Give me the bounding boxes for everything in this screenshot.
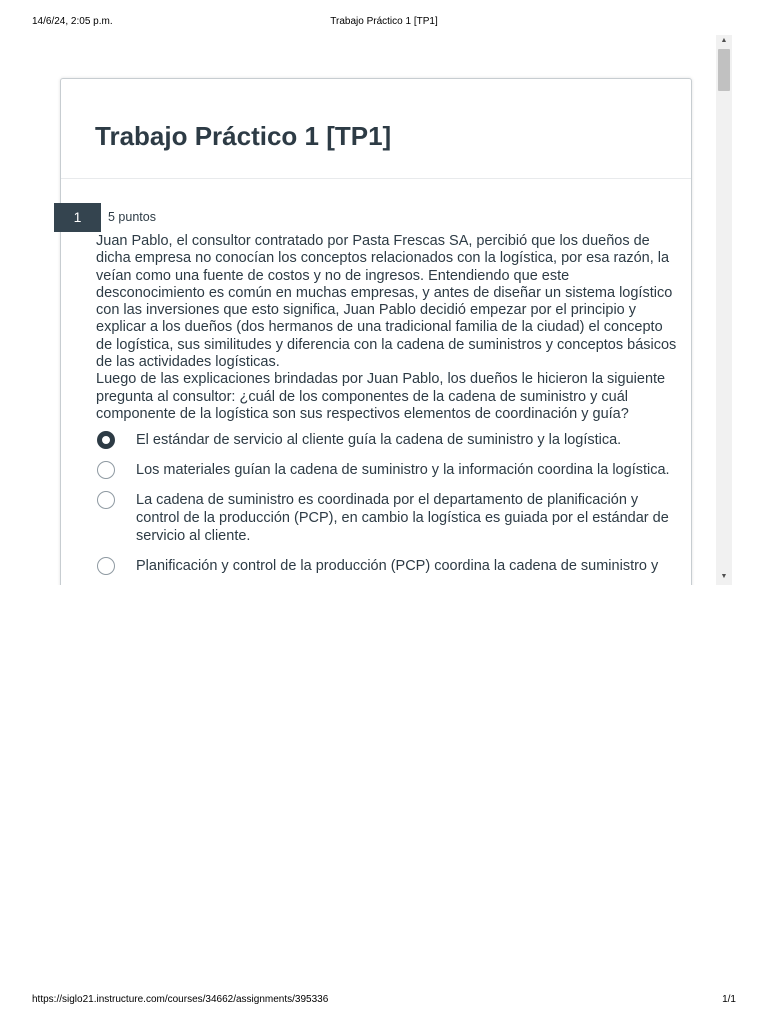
radio-button-icon[interactable] — [97, 557, 115, 575]
radio-button-icon[interactable] — [97, 491, 115, 509]
answer-label[interactable]: Los materiales guían la cadena de suministro y la información coordina la logística. — [136, 462, 670, 478]
question-paragraph: Juan Pablo, el consultor contratado por Pasta Frescas SA, percibió que los dueños de dicha empresa no conocían los conceptos relacionados con la logística, por esa razón, la veían como una fuente de costos y no de ingresos. Entendiendo que este desconocimiento es común en muchas empresas, y antes de diseñar un sistema logístico con las inversiones que esto significa, Juan Pablo decidió empezar por el principio y explicar a los dueños (dos hermanos de una tradicional familia de la ciudad) el concepto de logística, sus similitudes y diferencia con la cadena de suministros y conceptos básicos de las actividades logísticas. — [96, 233, 677, 371]
print-title: Trabajo Práctico 1 [TP1] — [330, 16, 438, 27]
answer-option-1[interactable] — [96, 431, 681, 449]
question-number-badge: 1 — [54, 203, 101, 232]
radio-button-icon[interactable] — [97, 431, 115, 449]
vertical-scrollbar[interactable] — [716, 35, 732, 585]
title-divider — [61, 178, 691, 179]
page-viewport — [46, 35, 732, 585]
question-paragraph: Luego de las explicaciones brindadas por Juan Pablo, los dueños le hicieron la siguiente pregunta al consultor: ¿cuál de los componentes de la cadena de suministro y cuál componente de la logística son sus respectivos elementos de coordinación y guía? — [96, 371, 666, 422]
page-title: Trabajo Práctico 1 [TP1] — [95, 121, 392, 151]
answer-list — [96, 431, 681, 585]
question-points: 5 puntos — [108, 210, 156, 224]
scroll-up-arrow-icon[interactable]: ▲ — [720, 37, 728, 44]
answer-label[interactable]: El estándar de servicio al cliente guía la cadena de suministro y la logística. — [136, 432, 622, 448]
answer-label[interactable]: La cadena de suministro es coordinada por el departamento de planificación y control de la producción (PCP), en cambio la logística es guiada por el estándar de servicio al cliente. — [136, 492, 669, 544]
scroll-down-arrow-icon[interactable]: ▼ — [720, 573, 728, 580]
answer-option-4[interactable] — [96, 557, 681, 575]
answer-option-2[interactable] — [96, 461, 681, 479]
answer-option-3[interactable] — [96, 491, 681, 545]
scrollbar-thumb[interactable] — [718, 49, 730, 91]
radio-button-icon[interactable] — [97, 461, 115, 479]
quiz-card — [60, 78, 692, 585]
print-url: https://siglo21.instructure.com/courses/34662/assignments/395336 — [32, 994, 329, 1005]
print-footer — [32, 994, 736, 1008]
print-page-number: 1/1 — [722, 994, 736, 1005]
print-date: 14/6/24, 2:05 p.m. — [32, 16, 113, 27]
print-header — [32, 16, 736, 30]
question-text — [96, 233, 681, 423]
answer-label[interactable]: Planificación y control de la producción (PCP) coordina la cadena de suministro y — [136, 558, 659, 574]
